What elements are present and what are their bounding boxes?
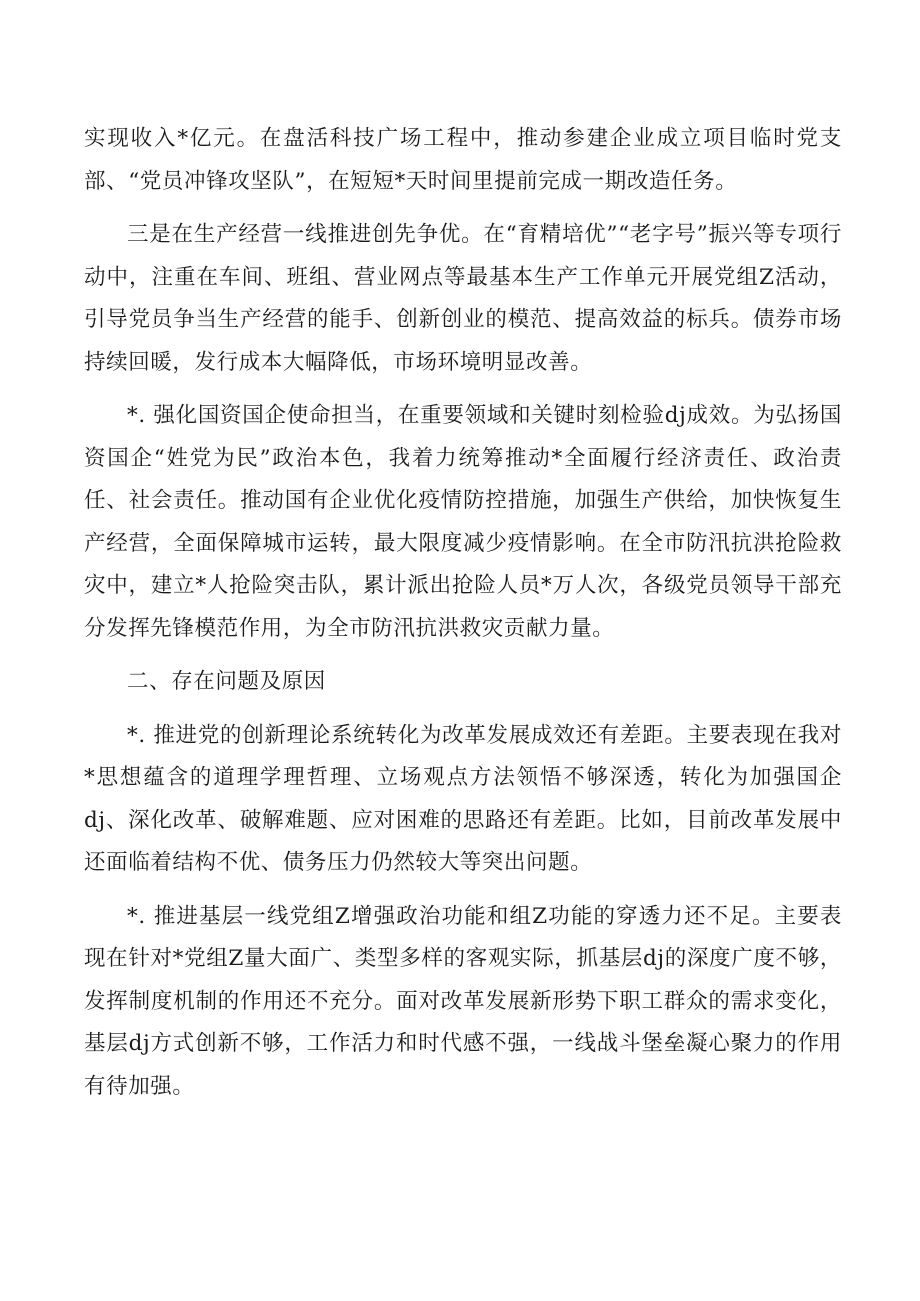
paragraph-state-enterprise-mission: *. 强化国资国企使命担当，在重要领域和关键时刻检验dj成效。为弘扬国资国企“姓党为民”政治本色，我着力统筹推动*全面履行经济责任、政治责任、社会责任。推动国有企业优化疫情防控措施，加强生产供给，加快恢复生产经营，全面保障城市运转，最大限度减少疫情影响。在全市防汛抗洪抢险救灾中，建立*人抢险突击队，累计派出抢险人员*万人次，各级党员领导干部充分发挥先锋模范作用，为全市防汛抗洪救灾贡献力量。 bbox=[84, 403, 842, 641]
section-heading-problems: 二、存在问题及原因 bbox=[127, 669, 326, 694]
document-body bbox=[84, 118, 842, 1119]
paragraph-production-frontline: 三是在生产经营一线推进创先争优。在“育精培优”“老字号”振兴等专项行动中，注重在车间、班组、营业网点等最基本生产工作单元开展党组Z活动，引导党员争当生产经营的能手、创新创业的模范、提高效益的标兵。债券市场持续回暖，发行成本大幅降低，市场环境明显改善。 bbox=[84, 222, 842, 375]
paragraph-grassroots-organization: *. 推进基层一线党组Z增强政治功能和组Z功能的穿透力还不足。主要表现在针对*党组Z量大面广、类型多样的客观实际，抓基层dj的深度广度不够，发挥制度机制的作用还不充分。面对改革发展新形势下职工群众的需求变化，基层dj方式创新不够，工作活力和时代感不强，一线战斗堡垒凝心聚力的作用有待加强。 bbox=[84, 903, 842, 1099]
paragraph-theory-transformation: *. 推进党的创新理论系统转化为改革发展成效还有差距。主要表现在我对*思想蕴含的道理学理哲理、立场观点方法领悟不够深透，转化为加强国企dj、深化改革、破解难题、应对困难的思路还有差距。比如，目前改革发展中还面临着结构不优、债务压力仍然较大等突出问题。 bbox=[84, 722, 842, 875]
paragraph-continuation: 实现收入*亿元。在盘活科技广场工程中，推动参建企业成立项目临时党支部、“党员冲锋攻坚队”，在短短*天时间里提前完成一期改造任务。 bbox=[84, 126, 842, 194]
